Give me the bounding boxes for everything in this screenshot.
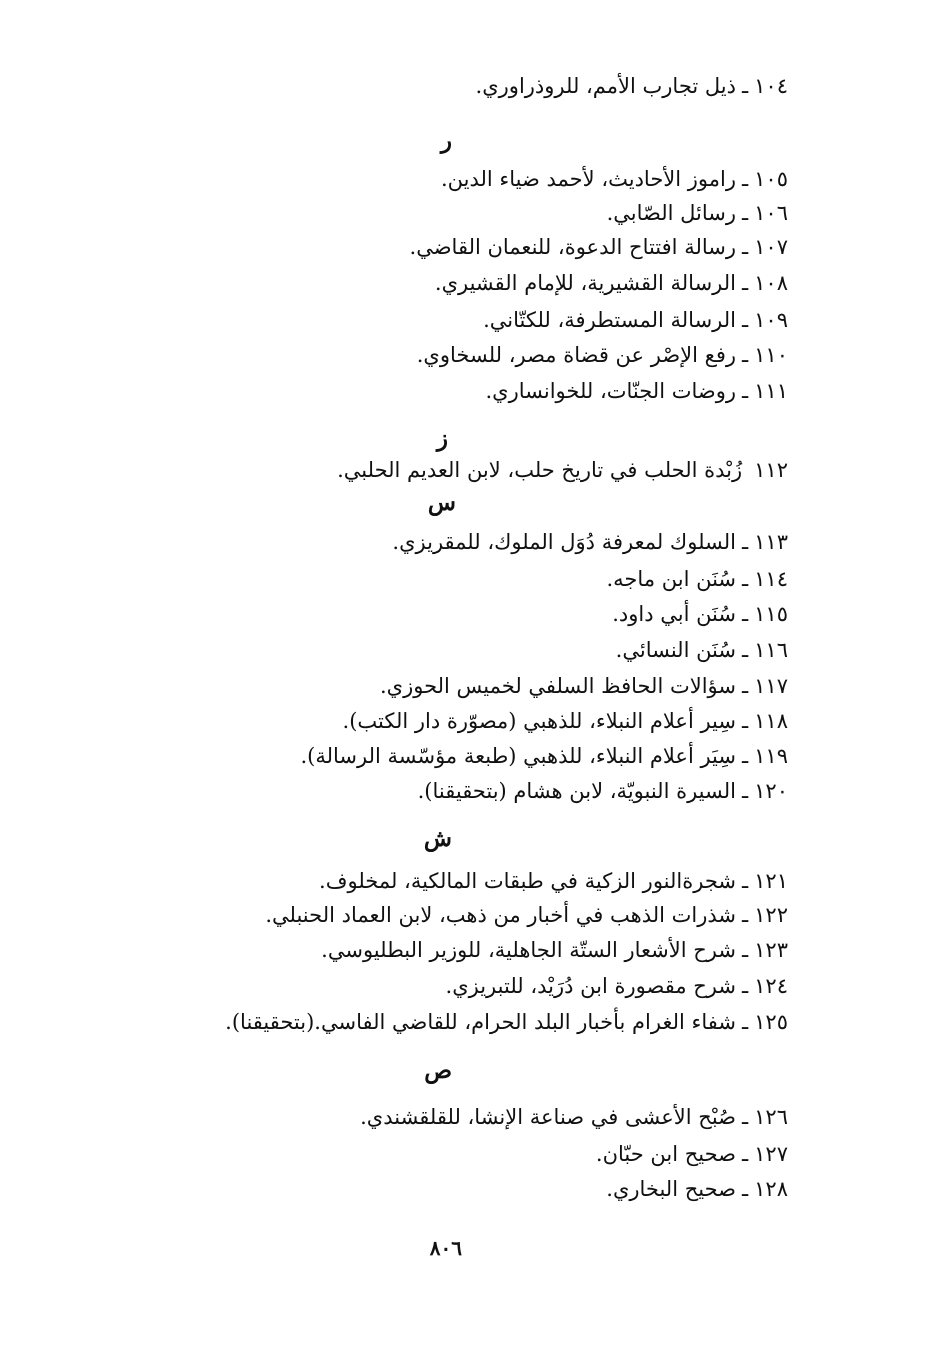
- bibliography-entry-125: [200, 1008, 788, 1038]
- entry-separator: ـ: [742, 938, 749, 962]
- entry-title: شرح الأشعار الستّة الجاهلية، للوزير البطليوسي.: [321, 938, 736, 962]
- entry-separator: ـ: [742, 974, 749, 998]
- entry-separator: ـ: [742, 308, 749, 332]
- section-heading-sad: ص: [424, 1057, 452, 1084]
- entry-number: ١٠٥: [754, 167, 788, 191]
- entry-separator: ـ: [742, 343, 749, 367]
- entry-title: السيرة النبويّة، لابن هشام (بتحقيقنا).: [417, 779, 736, 803]
- entry-separator: ـ: [742, 567, 749, 591]
- entry-title: ذيل تجارب الأمم، للروذراوري.: [475, 74, 736, 98]
- entry-title: شذرات الذهب في أخبار من ذهب، لابن العماد الحنبلي.: [265, 903, 736, 927]
- bibliography-entry-114: [200, 565, 788, 595]
- entry-number: ١١٤: [754, 567, 788, 591]
- entry-number: ١٢٤: [754, 974, 788, 998]
- entry-number: ١١٣: [754, 530, 788, 554]
- bibliography-entry-108: [200, 269, 788, 299]
- entry-title: سُنَن النسائي.: [615, 638, 736, 662]
- bibliography-entry-111: [200, 377, 788, 407]
- entry-title: صُبْح الأعشى في صناعة الإنشا، للقلقشندي.: [360, 1105, 736, 1129]
- entry-title: رفع الإصْر عن قضاة مصر، للسخاوي.: [416, 343, 736, 367]
- bibliography-entry-104: [200, 72, 788, 102]
- entry-title: الرسالة المستطرفة، للكتّاني.: [483, 308, 736, 332]
- bibliography-entry-122: [200, 901, 788, 931]
- entry-title: رسائل الصّابي.: [606, 201, 736, 225]
- entry-title: سِير أعلام النبلاء، للذهبي (مصوّرة دار الكتب).: [342, 709, 736, 733]
- entry-number: ١٢٦: [754, 1105, 788, 1129]
- entry-title: شجرةالنور الزكية في طبقات المالكية، لمخلوف.: [319, 869, 736, 893]
- entry-number: ١٢١: [754, 869, 788, 893]
- entry-title: شرح مقصورة ابن دُرَيْد، للتبريزي.: [445, 974, 736, 998]
- bibliography-entry-112: [200, 456, 788, 486]
- entry-number: ١١٢: [754, 458, 788, 482]
- entry-separator: ـ: [742, 201, 749, 225]
- entry-title: روضات الجنّات، للخوانساري.: [485, 379, 736, 403]
- entry-title: صحيح البخاري.: [606, 1177, 736, 1201]
- bibliography-entry-117: [200, 672, 788, 702]
- entry-number: ١١٥: [754, 602, 788, 626]
- entry-title: السلوك لمعرفة دُوَل الملوك، للمقريزي.: [392, 530, 736, 554]
- entry-separator: ـ: [742, 167, 749, 191]
- entry-number: ١٢٥: [754, 1010, 788, 1034]
- entry-separator: ـ: [742, 271, 749, 295]
- entry-number: ١٢٢: [754, 903, 788, 927]
- bibliography-entry-109: [200, 306, 788, 336]
- entry-separator: ـ: [742, 779, 749, 803]
- bibliography-entry-127: [200, 1140, 788, 1170]
- bibliography-entry-119: [200, 742, 788, 772]
- entry-separator: ـ: [742, 235, 749, 259]
- entry-number: ١٠٧: [754, 235, 788, 259]
- section-heading-zay: ز: [436, 425, 448, 452]
- entry-title: شفاء الغرام بأخبار البلد الحرام، للقاضي الفاسي.(بتحقيقنا).: [225, 1010, 736, 1034]
- entry-separator: ـ: [742, 530, 749, 554]
- entry-number: ١١٨: [754, 709, 788, 733]
- entry-title: سِيَر أعلام النبلاء، للذهبي (طبعة مؤسّسة الرسالة).: [300, 744, 736, 768]
- entry-title: صحيح ابن حبّان.: [595, 1142, 736, 1166]
- entry-title: الرسالة القشيرية، للإمام القشيري.: [434, 271, 736, 295]
- entry-title: رسالة افتتاح الدعوة، للنعمان القاضي.: [409, 235, 736, 259]
- bibliography-entry-123: [200, 936, 788, 966]
- bibliography-entry-107: [200, 233, 788, 263]
- entry-number: ١٢٣: [754, 938, 788, 962]
- entry-number: ١٠٨: [754, 271, 788, 295]
- bibliography-entry-124: [200, 972, 788, 1002]
- entry-separator: ـ: [742, 1177, 749, 1201]
- section-heading-ra: ر: [440, 127, 452, 154]
- entry-number: ١٢٧: [754, 1142, 788, 1166]
- entry-number: ١٠٤: [754, 74, 788, 98]
- entry-number: ١١٦: [754, 638, 788, 662]
- bibliography-entry-113: [200, 528, 788, 558]
- entry-title: سؤالات الحافظ السلفي لخميس الحوزي.: [379, 674, 736, 698]
- entry-separator: ـ: [742, 638, 749, 662]
- entry-number: ١٢٠: [754, 779, 788, 803]
- entry-separator: ـ: [742, 674, 749, 698]
- bibliography-entry-116: [200, 636, 788, 666]
- bibliography-entry-115: [200, 600, 788, 630]
- entry-title: زُبْدة الحلب في تاريخ حلب، لابن العديم الحلبي.: [337, 458, 743, 482]
- entry-number: ١١١: [754, 379, 788, 403]
- bibliography-entry-121: [200, 867, 788, 897]
- bibliography-entry-110: [200, 341, 788, 371]
- entry-separator: ـ: [742, 744, 749, 768]
- entry-separator: ـ: [742, 602, 749, 626]
- bibliography-entry-126: [200, 1103, 788, 1133]
- entry-number: ١١٩: [754, 744, 788, 768]
- entry-title: سُنَن ابن ماجه.: [606, 567, 736, 591]
- entry-separator: ـ: [742, 1010, 749, 1034]
- entry-separator: ـ: [742, 709, 749, 733]
- entry-number: ١٢٨: [754, 1177, 788, 1201]
- bibliography-entry-106: [200, 199, 788, 229]
- entry-number: ١١٠: [754, 343, 788, 367]
- entry-number: ١٠٩: [754, 308, 788, 332]
- section-heading-sin: س: [427, 489, 456, 516]
- entry-separator: ـ: [742, 74, 749, 98]
- entry-separator: ـ: [742, 1142, 749, 1166]
- section-heading-shin: ش: [423, 825, 452, 852]
- entry-separator: ـ: [742, 869, 749, 893]
- page-number: ٨٠٦: [429, 1236, 462, 1260]
- entry-number: ١٠٦: [754, 201, 788, 225]
- entry-separator: ـ: [742, 1105, 749, 1129]
- bibliography-entry-128: [200, 1175, 788, 1205]
- bibliography-entry-105: [200, 165, 788, 195]
- entry-title: سُنَن أبي داود.: [612, 602, 736, 626]
- entry-number: ١١٧: [754, 674, 788, 698]
- bibliography-entry-118: [200, 707, 788, 737]
- entry-title: راموز الأحاديث، لأحمد ضياء الدين.: [440, 167, 736, 191]
- entry-separator: ـ: [742, 903, 749, 927]
- entry-separator: ـ: [742, 379, 749, 403]
- bibliography-entry-120: [200, 777, 788, 807]
